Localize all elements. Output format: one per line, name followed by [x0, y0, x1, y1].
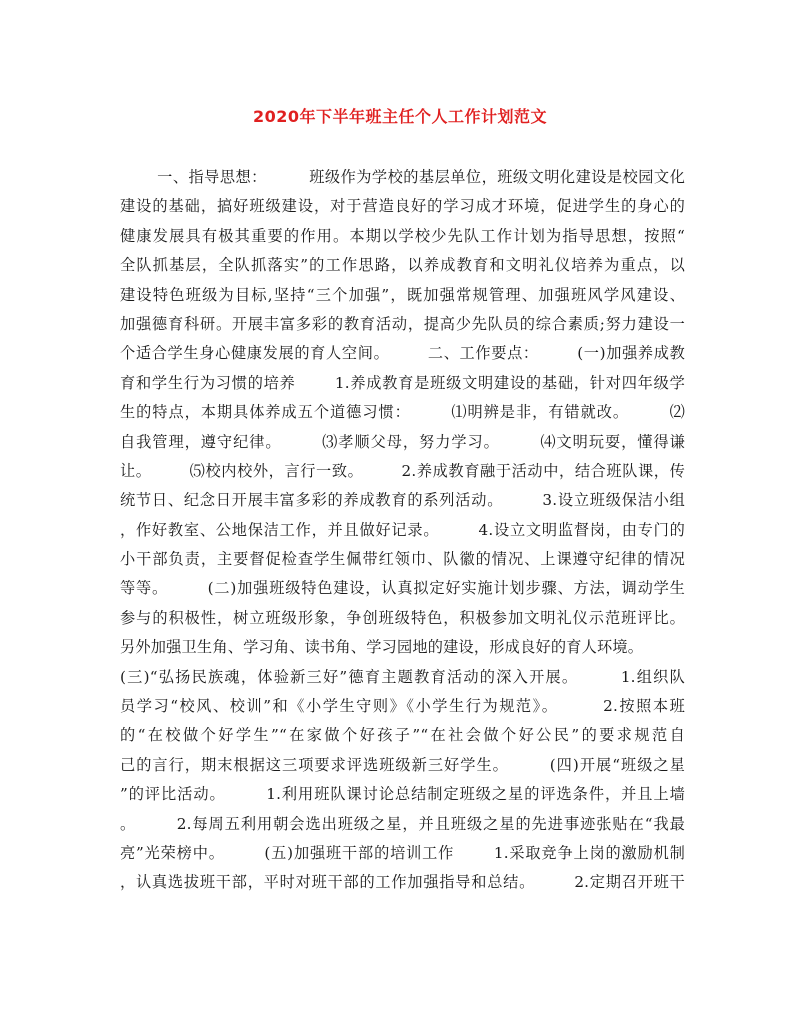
body-line: 统节日、纪念日开展丰富多彩的养成教育的系列活动。 3.设立班级保洁小组	[120, 491, 685, 510]
body-line: 的“在校做个好学生”“在家做个好孩子”“在社会做个好公民”的要求规范自	[120, 726, 685, 745]
body-line: 。 2.每周五利用朝会选出班级之星，并且班级之星的先进事迹张贴在“我最	[120, 814, 685, 833]
body-line: 建设的基础，搞好班级建设，对于营造良好的学习成才环境，促进学生的身心的	[120, 197, 685, 216]
body-line: 生的特点，本期具体养成五个道德习惯： ⑴明辨是非，有错就改。 ⑵	[120, 403, 685, 422]
body-line: 健康发展具有极其重要的作用。本期以学校少先队工作计划为指导思想，按照“	[120, 226, 685, 245]
body-line: 另外加强卫生角、学习角、读书角、学习园地的建设，形成良好的育人环境。	[120, 638, 644, 657]
body-line: ，认真选拔班干部，平时对班干部的工作加强指导和总结。 2.定期召开班干	[120, 873, 685, 892]
document-title: 2020年下半年班主任个人工作计划范文	[252, 107, 548, 126]
body-line: 小干部负责，主要督促检查学生佩带红领巾、队徽的情况、上课遵守纪律的情况	[120, 550, 685, 569]
body-line: ，作好教室、公地保洁工作，并且做好记录。 4.设立文明监督岗，由专门的	[120, 520, 685, 539]
body-line: ”的评比活动。 1.利用班队课讨论总结制定班级之星的评选条件，并且上墙	[120, 785, 685, 804]
body-line: 自我管理，遵守纪律。 ⑶孝顺父母，努力学习。 ⑷文明玩耍，懂得谦	[120, 432, 685, 451]
body-line: 建设特色班级为目标,坚持“三个加强”，既加强常规管理、加强班风学风建设、	[120, 285, 685, 304]
body-line: 参与的积极性，树立班级形象，争创班级特色，积极参加文明礼仪示范班评比。	[120, 608, 685, 627]
body-line: (三)“弘扬民族魂，体验新三好”德育主题教育活动的深入开展。 1.组织队	[120, 667, 685, 686]
body-line: 全队抓基层，全队抓落实”的工作思路，以养成教育和文明礼仪培养为重点，以	[120, 256, 685, 275]
body-line: 等等。 (二)加强班级特色建设，认真拟定好实施计划步骤、方法，调动学生	[120, 579, 685, 598]
body-line: 员学习“校风、校训”和《小学生守则》《小学生行为规范》。 2.按照本班	[120, 697, 685, 716]
body-line: 己的言行，期末根据这三项要求评选班级新三好学生。 (四)开展“班级之星	[120, 755, 685, 774]
body-line: 育和学生行为习惯的培养 1.养成教育是班级文明建设的基础，针对四年级学	[120, 373, 685, 392]
body-line: 加强德育科研。开展丰富多彩的教育活动，提高少先队员的综合素质;努力建设一	[120, 314, 685, 333]
body-line: 一、指导思想： 班级作为学校的基层单位，班级文明化建设是校园文化	[120, 168, 685, 186]
document-body	[120, 163, 685, 898]
body-line: 个适合学生身心健康发展的育人空间。 二、工作要点： (一)加强养成教	[120, 344, 685, 363]
body-line: 亮”光荣榜中。 (五)加强班干部的培训工作 1.采取竞争上岗的激励机制	[120, 843, 685, 862]
body-line: 让。 ⑸校内校外，言行一致。 2.养成教育融于活动中，结合班队课，传	[120, 461, 685, 480]
